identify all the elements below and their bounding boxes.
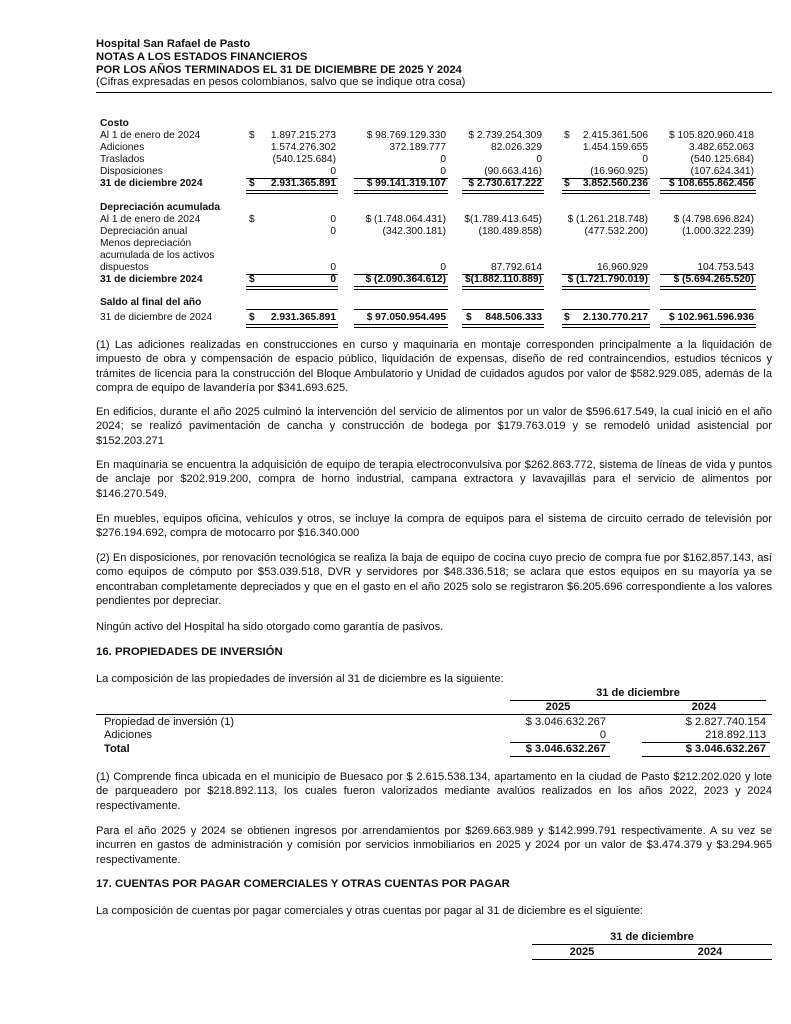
costo-title-row	[96, 118, 756, 130]
section-16-heading: 16. PROPIEDADES DE INVERSIÓN	[96, 646, 283, 658]
table-row: dispuestos 0 0 87.792.614 16.960.929 104.753.543	[100, 262, 754, 273]
total-rule	[562, 190, 650, 194]
note-paragraph-6: Ningún activo del Hospital ha sido otorgado como garantía de pasivos.	[96, 621, 444, 633]
total-rule	[660, 286, 756, 290]
saldo-row: 31 de diciembre de 2024 $ 2.931.365.891 $ 97.050.954.495 $ 848.506.333 $ 2.130.770.217 $ 102.961.596.936	[96, 312, 756, 324]
saldo-title-row	[96, 297, 756, 309]
note-paragraph-4: En muebles, equipos oficina, vehículos y otros, se incluye la compra de equipos para el sistema de circuito cerrado de televisión por $276.194.692, compra de motocarro por $16.340.000	[96, 513, 772, 540]
total-rule	[246, 286, 338, 290]
period-title: POR LOS AÑOS TERMINADOS EL 31 DE DICIEMBRE DE 2025 Y 2024	[96, 63, 462, 76]
table-row: Traslados (540.125.684) 0 0 0 (540.125.684)	[100, 154, 754, 165]
table-row: Al 1 de enero de 2024 $ 1.897.215.273 $ 98.769.129.330 $ 2.739.254.309 $ 2.415.361.506 $ 105.820.960.418	[100, 130, 754, 141]
total-rule	[354, 286, 448, 290]
dep-title-row	[96, 202, 756, 214]
document-header	[96, 38, 746, 89]
costo-total-row: 31 de diciembre 2024 $ 2.931.365.891 $ 99.141.319.107 $ 2.730.617.222 $ 3.852.560.236 $ 108.655.862.456	[96, 178, 756, 190]
total-rule	[660, 190, 756, 194]
note-paragraph-3: En maquinaria se encuentra la adquisición de equipo de terapia electroconvulsiva por $262.863.772, sistema de líneas de vida y puntos de anclaje por $202.919.200, compra de horno industrial, campana extractora y lavavajillas para el servicio de alimentos por $146.270.549.	[96, 459, 772, 500]
table-row: Depreciación anual 0 (342.300.181) (180.489.858) (477.532.200) (1.000.322.239)	[100, 226, 754, 237]
saldo-rule	[354, 309, 448, 310]
total-rule	[562, 286, 650, 290]
table-group-header: 31 de diciembre	[596, 687, 680, 699]
section-16-note-1: (1) Comprende finca ubicada en el municipio de Buesaco por $ 2.615.538.134, apartamento en la ciudad de Pasto $212.202.020 y lote de parqueadero por $218.892.113, los cuales fueron valorizados mediante avalúos realizados en los años 2022, 2023 y 2024 respectivamente.	[96, 771, 772, 812]
table-row: Adiciones 0 218.892.113	[104, 729, 766, 741]
table-row: acumulada de los activos	[100, 250, 215, 261]
total-rule	[642, 756, 770, 757]
section-17-heading: 17. CUENTAS POR PAGAR COMERCIALES Y OTRAS CUENTAS POR PAGAR	[96, 878, 510, 890]
saldo-double-rule	[660, 324, 756, 328]
currency-note: (Cifras expresadas en pesos colombianos, salvo que se indique otra cosa)	[96, 76, 466, 89]
table-row: Al 1 de enero de 2024 $ 0 $ (1.748.064.431) $(1.789.413.645) $ (1.261.218.748) $ (4.798.696.824)	[100, 214, 754, 225]
table-total-row: Total $ 3.046.632.267 $ 3.046.632.267	[104, 743, 766, 755]
fixed-assets-table	[96, 118, 756, 324]
table-row: Propiedad de inversión (1) $ 3.046.632.267 $ 2.827.740.154	[104, 716, 766, 728]
table-column-header: 2025 2024	[545, 701, 717, 713]
saldo-rule	[660, 309, 756, 310]
table-row: Disposiciones 0 0 (90.663.416) (16.960.925) (107.624.341)	[100, 166, 754, 177]
table-group-header: 31 de diciembre	[610, 931, 694, 943]
section-16-intro: La composición de las propiedades de inversión al 31 de diciembre es la siguiente:	[96, 673, 504, 685]
note-paragraph-5: (2) En disposiciones, por renovación tecnológica se realiza la baja de equipo de cocina cuyo precio de compra fue por $162.857.143, así como equipos de cómputo por $53.039.518, DVR y servidores por $48.336.518; se aclara que estos equipos en su mayoría ya se encontraban completamente depreciados y que en el gasto en el año 2025 solo se registraron $6.205.696 correspondiente a los valores pendientes por depreciar.	[96, 552, 772, 608]
header-divider	[96, 92, 772, 93]
saldo-double-rule	[354, 324, 448, 328]
saldo-double-rule	[562, 324, 650, 328]
dep-title: Depreciación acumulada	[100, 202, 221, 213]
total-rule	[462, 190, 544, 194]
section-17-intro: La composición de cuentas por pagar comerciales y otras cuentas por pagar al 31 de diciembre es el siguiente:	[96, 905, 643, 917]
table-row: Menos depreciación	[100, 238, 192, 249]
section-16-note-2: Para el año 2025 y 2024 se obtienen ingresos por arrendamientos por $269.663.989 y $142.999.791 respectivamente. A su vez se incurren en gastos de administración y comisión por servicios inmobiliarios en 2025 y 2024 por un valor de $3.474.379 y $3.294.965 respectivamente.	[96, 825, 772, 866]
saldo-rule	[462, 309, 544, 310]
saldo-double-rule	[462, 324, 544, 328]
dep-total-row: 31 de diciembre 2024 $ 0 $ (2.090.364.612) $(1.882.110.889) $ (1.721.790.019) $ (5.694.265.520)	[96, 274, 756, 286]
notes-title: NOTAS A LOS ESTADOS FINANCIEROS	[96, 50, 308, 63]
saldo-title: Saldo al final del año	[100, 297, 202, 308]
total-rule	[462, 286, 544, 290]
total-rule	[510, 756, 610, 757]
hospital-name: Hospital San Rafael de Pasto	[96, 38, 251, 50]
saldo-rule	[562, 309, 650, 310]
saldo-rule	[246, 309, 338, 310]
total-rule	[246, 190, 338, 194]
note-paragraph-1: (1) Las adiciones realizadas en construcciones en curso y maquinaria en montaje corresponden principalmente a la liquidación de impuesto de obra y compensación de espacio público, liquidación de expensas, diseño de red contraincendios, estudios técnicos y trámites de licencia para la construcción del Bloque Ambulatorio y Unidad de cuidados agudos por valor de $582.929.085, además de la compra de equipo de lavandería por $341.693.625.	[96, 339, 772, 395]
table-column-header: 2025 2024	[569, 946, 723, 958]
table-row: Adiciones 1.574.276.302 372.189.777 82.026.329 1.454.159.655 3.482.652.063	[100, 142, 754, 153]
saldo-double-rule	[246, 324, 338, 328]
note-paragraph-2: En edificios, durante el año 2025 culminó la intervención del servicio de alimentos por un valor de $596.617.549, la cual inició en el año 2024; se realizó pavimentación de cancha y construcción de bodega por $179.763.019 y se remodeló unidad asistencial por $152.203.271	[96, 406, 772, 447]
column-header-rule	[532, 959, 772, 960]
costo-title: Costo	[100, 118, 129, 129]
total-rule	[354, 190, 448, 194]
